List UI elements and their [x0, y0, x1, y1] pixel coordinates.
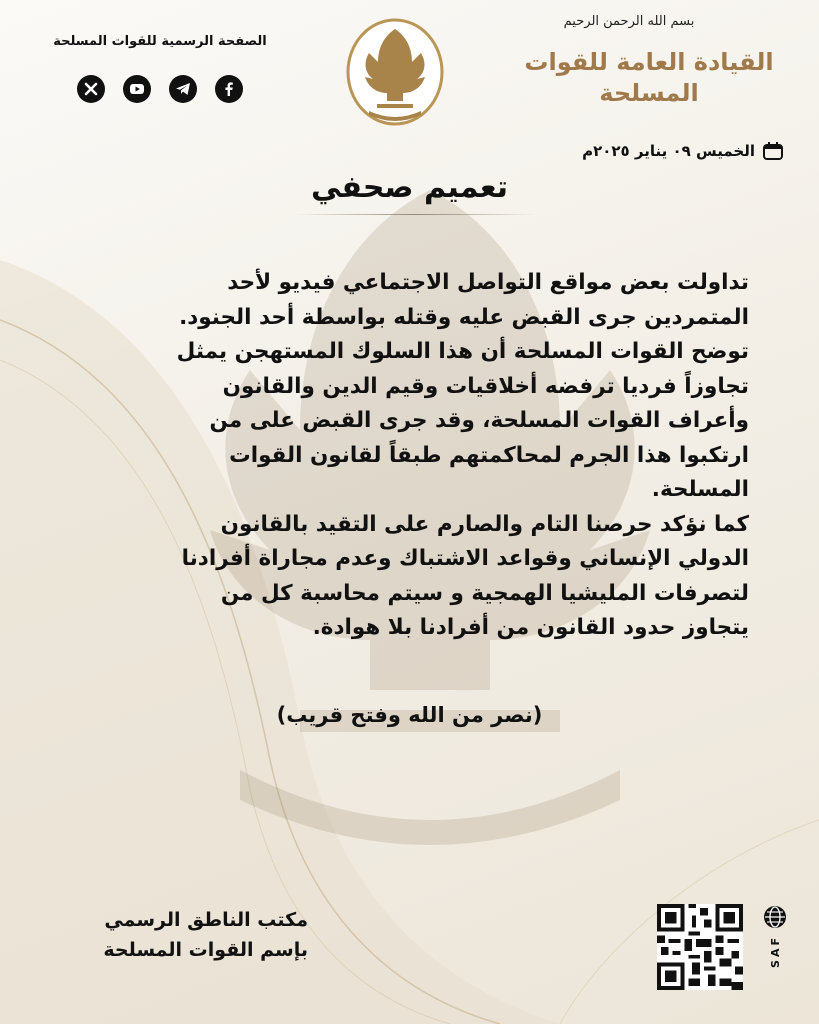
header-left [30, 34, 290, 103]
org-title [509, 47, 789, 109]
emblem-logo [345, 17, 445, 127]
spokesman-signature [48, 905, 308, 965]
org-title-line2: المسلحة [599, 79, 699, 108]
youtube-icon[interactable] [123, 75, 151, 103]
social-links [30, 75, 290, 103]
body-line: لتصرفات المليشيا الهمجية و سيتم محاسبة كل من [220, 580, 749, 606]
facebook-icon[interactable] [215, 75, 243, 103]
saf-brand [760, 905, 790, 968]
body-line: المتمردين جرى القبض عليه وقتله بواسطة أحد الجنود. [179, 304, 749, 330]
spokesman-line2: بإسم القوات المسلحة [103, 939, 308, 961]
body-line: تجاوزاً فرديا ترفضه أخلاقيات وقيم الدين والقانون [222, 373, 749, 399]
header-right [509, 14, 789, 109]
title-underline [295, 214, 535, 215]
body-line: كما نؤكد حرصنا التام والصارم على التقيد بالقانون [220, 511, 749, 537]
official-page-label: الصفحة الرسمية للقوات المسلحة [53, 34, 267, 49]
date-row [582, 142, 783, 160]
body-line: ارتكبوا هذا الجرم لمحاكمتهم طبقاً لقانون القوات [229, 442, 749, 468]
body-line: توضح القوات المسلحة أن هذا السلوك المستهجن يمثل [176, 339, 749, 364]
telegram-icon[interactable] [169, 75, 197, 103]
qr-code[interactable] [656, 904, 744, 990]
basmala: بسم الله الرحمن الرحيم [563, 14, 695, 29]
body-line: تداولت بعض مواقع التواصل الاجتماعي فيديو لأحد [227, 270, 749, 295]
calendar-icon [763, 142, 783, 160]
press-release-body [89, 266, 749, 646]
globe-icon[interactable] [763, 905, 787, 929]
body-line: الدولي الإنساني وقواعد الاشتباك وعدم مجاراة أفرادنا [181, 546, 749, 571]
org-title-line1: القيادة العامة للقوات [524, 48, 774, 76]
closing-slogan: (نصر من الله وفتح قريب) [276, 703, 543, 727]
body-line: المسلحة. [651, 477, 749, 502]
spokesman-line1: مكتب الناطق الرسمي [104, 909, 308, 931]
page-title: تعميم صحفي [310, 170, 509, 205]
body-line: وأعراف القوات المسلحة، وقد جرى القبض على من [209, 408, 749, 433]
x-icon[interactable] [77, 75, 105, 103]
body-line: يتجاوز حدود القانون من أفرادنا بلا هوادة. [312, 615, 749, 640]
saf-label: SAF [768, 935, 782, 968]
date-text: الخميس ٠٩ يناير ٢٠٢٥م [582, 142, 755, 160]
